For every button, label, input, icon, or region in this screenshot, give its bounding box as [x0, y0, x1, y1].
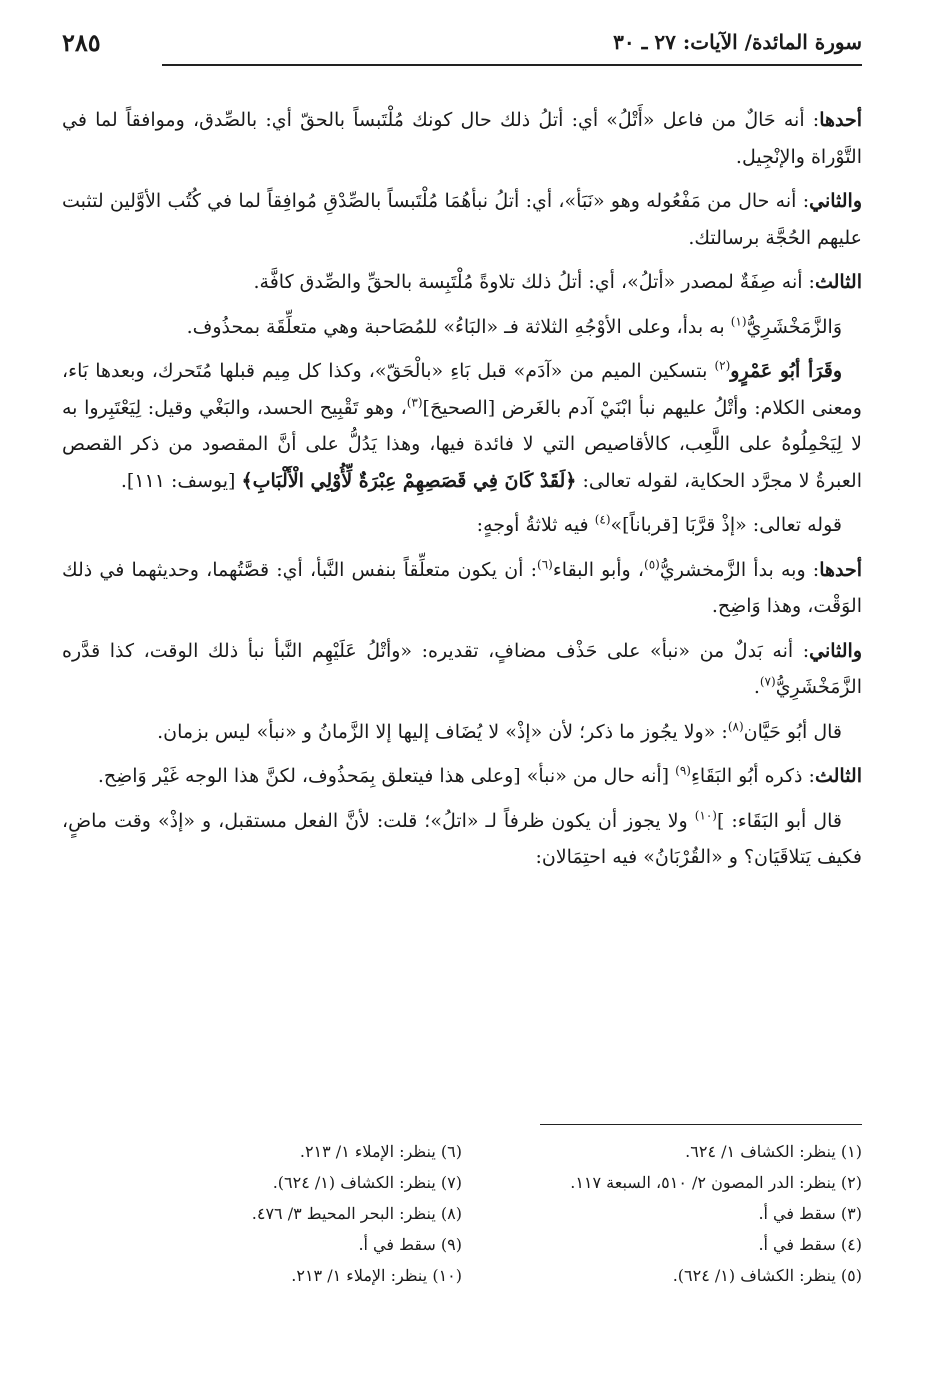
footnote-ref: (٦) [537, 557, 553, 572]
paragraph-lead: أحدها [819, 109, 862, 131]
footnote-ref: (٥) [644, 557, 660, 572]
paragraph-lead: والثاني [809, 190, 862, 212]
paragraph-text: ولا يجوز أن يكون ظرفاً لـ «اتلُ»؛ قلت: لأنَّ الفعل مستقبل، و «إذْ» وقت ماضٍ، فكيف يَتلاقَيَان؟ و «القُرْبَانُ» فيه احتِمَالان: [62, 809, 862, 868]
footnote-number: (١) [840, 1142, 862, 1161]
footnote-text: ينظر: الإملاء ١/ ٢١٣. [291, 1266, 428, 1285]
footnote-number: (٤) [840, 1235, 862, 1254]
paragraph-text: : «ولا يجُوز ما ذكر؛ لأن «إذْ» لا يُضَاف إليها إلا الزَّمانُ و «نبأ» ليس بزمان. [157, 720, 728, 743]
paragraph-2 [62, 183, 862, 256]
paragraph-11 [62, 803, 862, 876]
footnote-text: ينظر: الدر المصون ٢/ ٥١٠، السبعة ١١٧. [570, 1173, 836, 1192]
paragraph-lead: وقَرَأ أبُو عَمْرٍو [730, 360, 842, 382]
paragraph-text: : وبه بدأ الزَّمخشريُّ [659, 558, 820, 581]
paragraph-lead: الثالث [814, 765, 862, 787]
paragraph-text: : أنه حال من مَفْعُوله وهو «نَبَأ»، أي: أتلُ نبأهُمَا مُلْتَبساً بالصِّدْقِ مُوافِقاً لما في كُتُب الأوَّلين لتثبت عليهم الحُجَّة برسالتك. [62, 190, 862, 249]
paragraph-7 [62, 552, 862, 625]
footnote-text: ينظر: البحر المحيط ٣/ ٤٧٦. [251, 1204, 436, 1223]
running-title: سورة المائدة/ الآيات: ٢٧ ـ ٣٠ [613, 30, 862, 54]
footnote-text: سقط في أ. [758, 1235, 836, 1254]
paragraph-lead: والثاني [809, 639, 862, 662]
paragraph-text: فيه ثلاثةُ أوجهٍ: [476, 514, 595, 536]
footnote-number: (٣) [840, 1204, 862, 1223]
footnote [462, 1198, 862, 1229]
footnote-text: ينظر: الإملاء ١/ ٢١٣. [299, 1142, 436, 1161]
paragraph-8 [62, 633, 862, 706]
footnote-number: (١٠) [432, 1266, 462, 1285]
page-number: ٢٨٥ [62, 28, 101, 57]
footnote [62, 1136, 462, 1167]
footnote [62, 1198, 462, 1229]
footnote-text: ينظر: الكشاف (١/ ٦٢٤). [672, 1266, 836, 1285]
footnote-number: (٥) [840, 1266, 862, 1285]
paragraph-4 [62, 309, 862, 346]
footnote [62, 1229, 462, 1260]
paragraph-text: : أنه حَالٌ من فاعل «أَتْلُ» أي: أتلُ ذلك حال كونك مُلْتَبساً بالحقّ أي: بالصِّدق، وموافقاً لما في التَّوْراة والإنْجِيل. [62, 109, 862, 168]
footnote-number: (٨) [440, 1204, 462, 1223]
paragraph-text: : أن يكون متعلِّقاً بنفس النَّبأ، أي: قصَّتُهما، وحديثهما في ذلك الوَقْت، وهذا وَاضِح. [62, 558, 862, 617]
footnote-rule [540, 1124, 862, 1125]
paragraph-text: : أنه صِفَةٌ لمصدر «أتلُ»، أي: أتلُ ذلك تلاوةً مُلْتَبِسة بالحقِّ والصِّدق كافَّة. [253, 271, 815, 293]
paragraph-text: وَالزَّمَخْشَرِيُّ [746, 315, 842, 338]
paragraph-text: قوله تعالى: «إذْ قرَّبَا [قرباناً]» [610, 514, 842, 536]
footnote-number: (٢) [840, 1173, 862, 1192]
footnote-ref: (١) [730, 314, 747, 329]
footnote-number: (٧) [440, 1173, 462, 1192]
page-header [62, 30, 862, 70]
footnote [62, 1167, 462, 1198]
footnote-text: ينظر: الكشاف (١/ ٦٢٤). [272, 1173, 436, 1192]
paragraph-10 [62, 758, 862, 795]
footnote [462, 1260, 862, 1291]
paragraph-3 [62, 264, 862, 301]
paragraph-text: ، وهو تَقْبِيح الحسد، والبَغْي وقيل: لِيَعْتَبِروا به لا لِيَحْمِلُوهُ على اللَّعِب، كالأقاصيص التي لا فائدة فيها، وهذا يَدُلُّ على أنَّ المقصود من ذكر القصص العبرةُ لا مجرَّد الحكاية، لقوله تعالى: [62, 396, 862, 492]
header-rule [162, 64, 862, 66]
paragraph-9 [62, 714, 862, 751]
footnote-ref: (٣) [406, 395, 423, 410]
main-text [62, 102, 862, 884]
footnote [62, 1260, 462, 1291]
paragraph-text: [يوسف: ١١١]. [120, 469, 242, 492]
paragraph-text: قال أبو البَقَاء: ] [716, 809, 842, 832]
footnote [462, 1136, 862, 1167]
footnote-number: (٩) [440, 1235, 462, 1254]
footnote-number: (٦) [440, 1142, 462, 1161]
paragraph-text: : أنه بَدلٌ من «نبأ» على حَذْف مضافٍ، تقديره: «وأتْلُ عَلَيْهِم النَّبأ نبأ ذلك الوقت، كذا قدَّره الزَّمَخْشَرِيُّ [62, 639, 862, 698]
footnote [462, 1167, 862, 1198]
footnote-text: ينظر: الكشاف ١/ ٦٢٤. [685, 1142, 836, 1161]
paragraph-lead: الثالث [814, 271, 862, 293]
footnote-text: سقط في أ. [758, 1204, 836, 1223]
footnote-text: سقط في أ. [358, 1235, 436, 1254]
footnote-ref: (٨) [727, 719, 744, 734]
footnote [462, 1229, 862, 1260]
paragraph-text: : ذكره أبُو البَقَاءِ [690, 765, 815, 787]
footnote-ref: (١٠) [694, 808, 717, 823]
footnotes [62, 1136, 862, 1291]
footnote-ref: (٤) [594, 512, 611, 527]
paragraph-lead: أحدها [819, 558, 863, 581]
paragraph-1 [62, 102, 862, 175]
footnote-ref: (٢) [714, 358, 731, 373]
paragraph-text: بتسكين الميم من «آدَم» قبل بَاءِ «بالْحَقّ»، وكذا كل مِيم قبلها مُتَحرك، وبعدها بَاء، ومعنى الكلام: وأتْلُ عليهم نبأ ابْنَيْ آدم بالغَرض [الصحيحَ] [62, 360, 862, 419]
paragraph-5 [62, 353, 862, 499]
quran-verse: ﴿لَقَدْ كَانَ فِي قَصَصِهِمْ عِبْرَةٌ لِّأُوْلِي الْأَلْبَابِ﴾ [241, 469, 577, 492]
footnote-ref: (٩) [675, 763, 691, 778]
paragraph-text: قال أبُو حَيَّان [743, 720, 842, 743]
paragraph-text: [أنه حال من «نبأ» [وعلى هذا فيتعلق بِمَحذُوف، لكنَّ هذا الوجه غَيْر وَاضِح. [97, 765, 676, 787]
paragraph-6 [62, 507, 862, 544]
paragraph-text: ، وأبو البقاء [552, 558, 644, 581]
footnote-ref: (٧) [759, 674, 776, 689]
paragraph-text: به بدأ، وعلى الأوْجُهِ الثلاثة فـ «البَاءُ» للمُصَاحبة وهي متعلِّقَة بمحذُوف. [186, 315, 731, 338]
paragraph-text: . [753, 676, 760, 698]
